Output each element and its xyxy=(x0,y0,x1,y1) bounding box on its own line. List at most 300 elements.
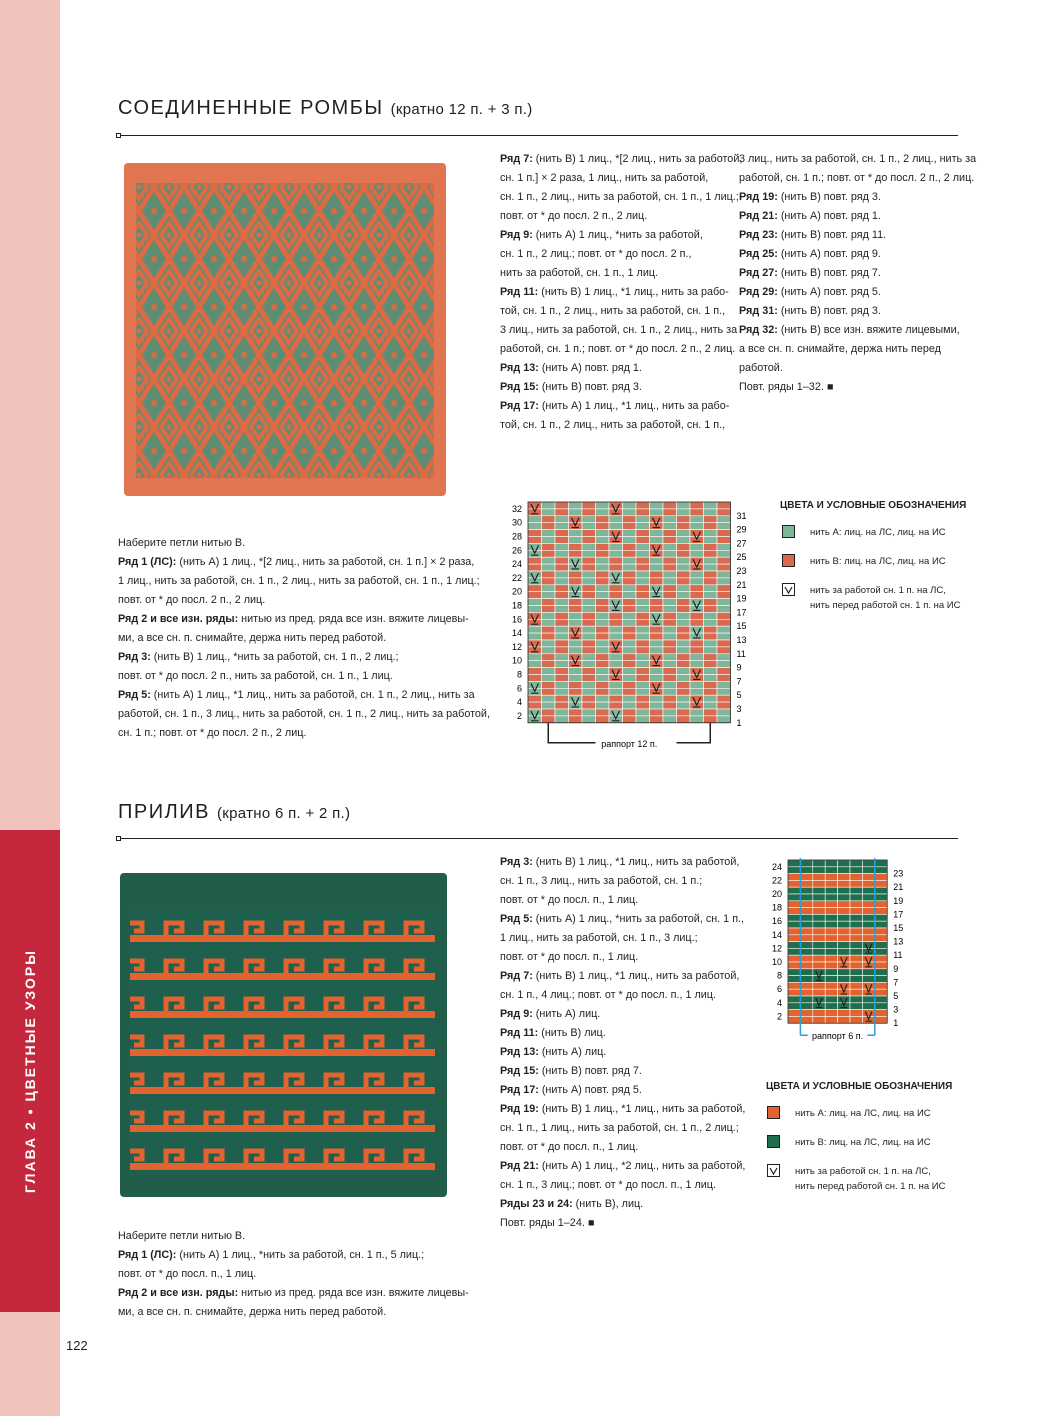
chart-cell xyxy=(850,908,862,915)
instruction-line xyxy=(500,986,745,1005)
chart-cell xyxy=(677,571,691,578)
instruction-line xyxy=(500,321,742,340)
chart-cell xyxy=(650,585,664,592)
row-label: Ряд 9: xyxy=(500,1008,533,1020)
chart-cell xyxy=(717,654,731,661)
instruction-line xyxy=(118,705,490,724)
chart-cell xyxy=(609,557,623,564)
chart-cell xyxy=(650,530,664,537)
diamonds-swatch-icon xyxy=(124,163,446,496)
row-text: той, сн. 1 п., 2 лиц., нить за работой, сн. 1 п., xyxy=(500,419,726,431)
chart-cell xyxy=(636,578,650,585)
chart-cell xyxy=(717,571,731,578)
chart-cell xyxy=(569,550,583,557)
instruction-line xyxy=(500,1024,745,1043)
chart-cell xyxy=(623,592,637,599)
chart-cell xyxy=(623,530,637,537)
chart-cell xyxy=(596,668,610,675)
instruction-line xyxy=(500,1138,745,1157)
chart-cell xyxy=(717,688,731,695)
chart-cell xyxy=(569,619,583,626)
chart-cell xyxy=(690,599,704,606)
chart-cell xyxy=(862,1010,874,1017)
chart-cell xyxy=(569,502,583,509)
row-text: работой. xyxy=(739,362,783,374)
chart-cell xyxy=(800,935,812,942)
chart-cell xyxy=(663,557,677,564)
chart-cell xyxy=(704,668,718,675)
chart-cell xyxy=(609,599,623,606)
rule-marker xyxy=(116,836,121,841)
chart-cell xyxy=(663,626,677,633)
chart-cell xyxy=(542,709,556,716)
chart-cell xyxy=(582,619,596,626)
chart-cell xyxy=(862,935,874,942)
chart-cell xyxy=(717,716,731,723)
chart-cell xyxy=(636,612,650,619)
instruction-line xyxy=(500,1214,745,1233)
instruction-line xyxy=(500,948,745,967)
chart-cell xyxy=(862,942,874,949)
row-number-label: 19 xyxy=(736,593,747,604)
chart-cell xyxy=(825,880,837,887)
chart-cell xyxy=(825,1016,837,1023)
chart-cell xyxy=(825,982,837,989)
row-text: (нить А) 1 лиц., *нить за работой, сн. 1 п., 5 лиц.; xyxy=(176,1249,425,1261)
chart-cell xyxy=(825,901,837,908)
chart-cell xyxy=(677,543,691,550)
chart-cell xyxy=(813,860,825,867)
row-label: Ряд 1 (ЛС): xyxy=(118,1249,177,1261)
chart-cell xyxy=(528,543,542,550)
chart-cell xyxy=(650,537,664,544)
chart-cell xyxy=(582,702,596,709)
row-text: (нить А) 1 лиц., *нить за работой, сн. 1 п., xyxy=(532,913,745,925)
chart-cell xyxy=(555,599,569,606)
row-label: Ряд 21: xyxy=(500,1160,539,1172)
chart-cell xyxy=(717,564,731,571)
instruction-line xyxy=(118,724,490,743)
chart-cell xyxy=(690,626,704,633)
chart-cell xyxy=(838,894,850,901)
chart-cell xyxy=(663,647,677,654)
row-text: (нить А) 1 лиц., *[2 лиц., нить за работой, сн. 1 п.] × 2 раза, xyxy=(176,556,475,568)
chart-cell xyxy=(650,543,664,550)
chart-cell xyxy=(569,578,583,585)
chart-cell xyxy=(875,860,887,867)
chart-cell xyxy=(677,606,691,613)
chart-cell xyxy=(838,942,850,949)
chart-cell xyxy=(528,702,542,709)
chart-cell xyxy=(623,709,637,716)
chart-cell xyxy=(717,675,731,682)
chart-cell xyxy=(555,716,569,723)
chart-cell xyxy=(875,982,887,989)
repeat-label: раппорт 6 п. xyxy=(812,1031,864,1042)
chart-cell xyxy=(528,557,542,564)
chart-cell xyxy=(862,996,874,1003)
chart-cell xyxy=(623,557,637,564)
chart-cell xyxy=(542,502,556,509)
row-number-label: 5 xyxy=(893,991,899,1001)
chart-cell xyxy=(825,860,837,867)
chart-cell xyxy=(838,1016,850,1023)
legend-label: нить за работой сн. 1 п. на ЛС, xyxy=(810,585,946,596)
row-number-label: 9 xyxy=(736,662,742,673)
chart-cell xyxy=(663,523,677,530)
row-number-label: 24 xyxy=(771,861,782,872)
row-number-label: 8 xyxy=(516,669,522,680)
chart-cell xyxy=(862,860,874,867)
chart-cell xyxy=(788,935,800,942)
chart-cell xyxy=(609,530,623,537)
chart-cell xyxy=(704,640,718,647)
chart-cell xyxy=(663,550,677,557)
chart-cell xyxy=(528,640,542,647)
instruction-line xyxy=(739,321,976,340)
chart-cell xyxy=(813,969,825,976)
chart-cell xyxy=(813,921,825,928)
row-text: ми, а все сн. п. снимайте, держа нить перед работой. xyxy=(118,632,387,644)
chart-cell xyxy=(596,640,610,647)
row-number-label: 22 xyxy=(771,875,782,886)
row-text: (нить А) 1 лиц., *2 лиц., нить за работой, xyxy=(538,1160,746,1172)
chart-cell xyxy=(800,1010,812,1017)
chart-cell xyxy=(677,661,691,668)
chart-cell xyxy=(800,942,812,949)
chart-cell xyxy=(542,516,556,523)
chart-cell xyxy=(596,688,610,695)
diamonds-chart xyxy=(500,495,770,750)
chart-cell xyxy=(677,523,691,530)
chart-cell xyxy=(663,619,677,626)
chart-cell xyxy=(555,640,569,647)
chart-cell xyxy=(542,530,556,537)
instruction-line xyxy=(739,302,976,321)
chart-cell xyxy=(704,695,718,702)
row-number-label: 18 xyxy=(771,902,782,913)
chart-cell xyxy=(542,668,556,675)
chart-cell xyxy=(800,955,812,962)
row-label: Ряд 3: xyxy=(118,651,151,663)
instruction-line xyxy=(500,910,745,929)
row-text: (нить В) 1 лиц., *[2 лиц., нить за работой, xyxy=(532,153,743,165)
row-number-label: 20 xyxy=(771,889,782,899)
chart-cell xyxy=(862,982,874,989)
chart-cell xyxy=(663,661,677,668)
chart-cell xyxy=(825,955,837,962)
row-label: Ряд 9: xyxy=(500,229,533,241)
chart-cell xyxy=(838,880,850,887)
chart-cell xyxy=(838,982,850,989)
chart-cell xyxy=(704,606,718,613)
chart-cell xyxy=(825,989,837,996)
chart-cell xyxy=(717,702,731,709)
chart-cell xyxy=(623,516,637,523)
row-label: Ряд 13: xyxy=(500,362,539,374)
chart-cell xyxy=(582,647,596,654)
chart-cell xyxy=(555,668,569,675)
section-title-tide xyxy=(118,801,350,824)
chart-cell xyxy=(636,516,650,523)
chart-cell xyxy=(825,935,837,942)
instruction-line xyxy=(500,340,742,359)
chart-cell xyxy=(555,571,569,578)
chart-cell xyxy=(717,626,731,633)
chart-cell xyxy=(623,668,637,675)
chart-cell xyxy=(875,867,887,874)
chart-cell xyxy=(838,901,850,908)
chart-cell xyxy=(636,709,650,716)
chart-cell xyxy=(542,661,556,668)
chart-cell xyxy=(850,962,862,969)
chart-cell xyxy=(875,976,887,983)
chart-cell xyxy=(850,1010,862,1017)
chart-cell xyxy=(717,509,731,516)
row-number-label: 31 xyxy=(736,510,747,521)
instruction-line xyxy=(500,150,742,169)
chart-cell xyxy=(569,585,583,592)
chart-cell xyxy=(569,647,583,654)
chart-cell xyxy=(862,867,874,874)
chart-cell xyxy=(582,633,596,640)
chart-cell xyxy=(596,502,610,509)
chart-cell xyxy=(528,599,542,606)
chart-cell xyxy=(623,578,637,585)
instruction-line xyxy=(500,378,742,397)
chart-cell xyxy=(623,550,637,557)
chart-cell xyxy=(569,716,583,723)
chart-cell xyxy=(623,619,637,626)
chart-cell xyxy=(717,550,731,557)
chart-cell xyxy=(582,654,596,661)
chart-cell xyxy=(850,948,862,955)
row-number-label: 23 xyxy=(736,566,747,576)
chart-cell xyxy=(623,647,637,654)
chart-cell xyxy=(596,599,610,606)
chart-cell xyxy=(690,571,704,578)
chart-cell xyxy=(717,502,731,509)
chart-cell xyxy=(677,537,691,544)
chart-cell xyxy=(838,948,850,955)
chart-cell xyxy=(650,675,664,682)
chart-cell xyxy=(825,962,837,969)
chart-cell xyxy=(788,928,800,935)
chart-cell xyxy=(850,1003,862,1010)
chart-cell xyxy=(569,537,583,544)
chart-cell xyxy=(690,530,704,537)
chart-cell xyxy=(663,633,677,640)
row-label: Ряд 5: xyxy=(500,913,533,925)
chart-cell xyxy=(623,543,637,550)
row-text: работой, сн. 1 п.; повт. от * до посл. 2 п., 2 лиц. xyxy=(739,172,975,184)
chart-cell xyxy=(813,935,825,942)
chart-cell xyxy=(663,516,677,523)
chart-cell xyxy=(704,564,718,571)
chart-cell xyxy=(555,675,569,682)
instruction-line xyxy=(500,264,742,283)
chart-cell xyxy=(623,626,637,633)
instruction-line xyxy=(739,378,976,397)
row-text: (нить А) повт. ряд 9. xyxy=(777,248,881,260)
chart-cell xyxy=(609,543,623,550)
row-number-label: 11 xyxy=(736,648,746,659)
chart-cell xyxy=(717,695,731,702)
chart-cell xyxy=(596,681,610,688)
chart-cell xyxy=(596,516,610,523)
chart-cell xyxy=(677,592,691,599)
chart-cell xyxy=(528,681,542,688)
chart-cell xyxy=(636,647,650,654)
repeat-label: раппорт 12 п. xyxy=(601,738,658,749)
chart-cell xyxy=(813,996,825,1003)
chart-cell xyxy=(663,606,677,613)
chart-cell xyxy=(850,880,862,887)
row-number-label: 12 xyxy=(511,641,522,652)
row-number-label: 14 xyxy=(771,929,782,940)
chart-cell xyxy=(650,599,664,606)
chart-cell xyxy=(528,571,542,578)
chart-cell xyxy=(788,982,800,989)
chart-cell xyxy=(528,633,542,640)
chart-cell xyxy=(813,901,825,908)
instruction-line xyxy=(739,150,976,169)
chart-cell xyxy=(650,647,664,654)
chart-cell xyxy=(623,695,637,702)
chart-cell xyxy=(650,509,664,516)
chart-cell xyxy=(555,543,569,550)
chart-cell xyxy=(788,955,800,962)
chart-cell xyxy=(825,867,837,874)
chart-cell xyxy=(690,688,704,695)
row-number-label: 17 xyxy=(736,607,747,618)
chart-cell xyxy=(528,523,542,530)
chart-cell xyxy=(825,1010,837,1017)
chart-cell xyxy=(717,516,731,523)
chart-cell xyxy=(596,626,610,633)
chart-cell xyxy=(623,702,637,709)
chart-cell xyxy=(850,935,862,942)
row-label: Ряд 2 и все изн. ряды: xyxy=(118,613,239,625)
row-text: повт. от * до посл. п., 1 лиц. xyxy=(500,951,639,963)
row-number-label: 13 xyxy=(736,635,747,645)
chart-cell xyxy=(569,626,583,633)
chart-cell xyxy=(650,557,664,564)
instruction-line xyxy=(500,188,742,207)
chart-cell xyxy=(650,612,664,619)
instruction-line xyxy=(500,207,742,226)
chart-cell xyxy=(609,571,623,578)
row-number-label: 21 xyxy=(893,882,904,893)
instruction-line xyxy=(500,967,745,986)
chart-cell xyxy=(850,874,862,881)
row-text: нитью из пред. ряда все изн. вяжите лицевы- xyxy=(238,1287,469,1299)
row-number-label: 10 xyxy=(771,957,782,967)
row-label: Ряд 31: xyxy=(739,305,778,317)
row-number-label: 2 xyxy=(516,710,522,721)
chart-cell xyxy=(704,661,718,668)
chart-cell xyxy=(800,921,812,928)
row-number-label: 1 xyxy=(736,717,742,728)
chart-cell xyxy=(542,523,556,530)
chart-cell xyxy=(636,550,650,557)
chart-cell xyxy=(690,709,704,716)
chart-cell xyxy=(875,1003,887,1010)
row-label: Ряд 32: xyxy=(739,324,778,336)
row-label: Ряд 11: xyxy=(500,1027,539,1039)
instruction-line xyxy=(500,283,742,302)
chart-cell xyxy=(569,654,583,661)
chart-cell xyxy=(596,557,610,564)
chart-cell xyxy=(677,640,691,647)
chart-cell xyxy=(596,675,610,682)
chart-cell xyxy=(677,557,691,564)
chart-cell xyxy=(636,502,650,509)
chart-cell xyxy=(636,619,650,626)
chart-cell xyxy=(862,887,874,894)
rule-marker xyxy=(116,133,121,138)
chart-cell xyxy=(690,585,704,592)
row-number-label: 11 xyxy=(893,950,903,961)
chart-cell xyxy=(677,509,691,516)
chart-cell xyxy=(636,606,650,613)
chart-cell xyxy=(636,626,650,633)
row-text: Повт. ряды 1–32. ■ xyxy=(739,381,834,393)
chart-cell xyxy=(555,585,569,592)
chart-cell xyxy=(677,716,691,723)
row-label: Ряд 13: xyxy=(500,1046,539,1058)
chart-cell xyxy=(788,948,800,955)
chart-cell xyxy=(636,564,650,571)
chart-cell xyxy=(609,688,623,695)
section-rule xyxy=(118,838,958,839)
chart-cell xyxy=(704,612,718,619)
chart-cell xyxy=(704,550,718,557)
chart-cell xyxy=(800,962,812,969)
chart-cell xyxy=(717,619,731,626)
chart-cell xyxy=(636,688,650,695)
instruction-line xyxy=(500,1157,745,1176)
chart-cell xyxy=(623,564,637,571)
chart-cell xyxy=(650,654,664,661)
legend-title: ЦВЕТА И УСЛОВНЫЕ ОБОЗНАЧЕНИЯ xyxy=(766,1081,953,1092)
row-label: Ряд 15: xyxy=(500,381,539,393)
row-text: сн. 1 п., 4 лиц.; повт. от * до посл. п., 1 лиц. xyxy=(500,989,716,1001)
chart-cell xyxy=(813,914,825,921)
row-text: (нить А) повт. ряд 1. xyxy=(777,210,881,222)
row-text: 1 лиц., нить за работой, сн. 1 п., 2 лиц., нить за работой, сн. 1 п., 1 лиц.; xyxy=(118,575,480,587)
chart-cell xyxy=(875,921,887,928)
chart-cell xyxy=(862,901,874,908)
chart-cell xyxy=(609,592,623,599)
instruction-line xyxy=(118,553,490,572)
chart-cell xyxy=(663,599,677,606)
row-text: (нить А) лиц. xyxy=(532,1008,601,1020)
row-text: сн. 1 п., 3 лиц.; повт. от * до посл. п., 1 лиц. xyxy=(500,1179,716,1191)
chart-cell xyxy=(838,867,850,874)
chart-cell xyxy=(800,976,812,983)
chart-cell xyxy=(825,921,837,928)
chart-cell xyxy=(717,668,731,675)
chart-cell xyxy=(677,626,691,633)
instruction-line xyxy=(739,264,976,283)
chart-cell xyxy=(875,908,887,915)
knitted-swatch-tide-image xyxy=(120,873,447,1197)
instruction-line xyxy=(118,534,490,553)
chart-cell xyxy=(838,860,850,867)
chart-cell xyxy=(555,695,569,702)
chart-cell xyxy=(582,668,596,675)
